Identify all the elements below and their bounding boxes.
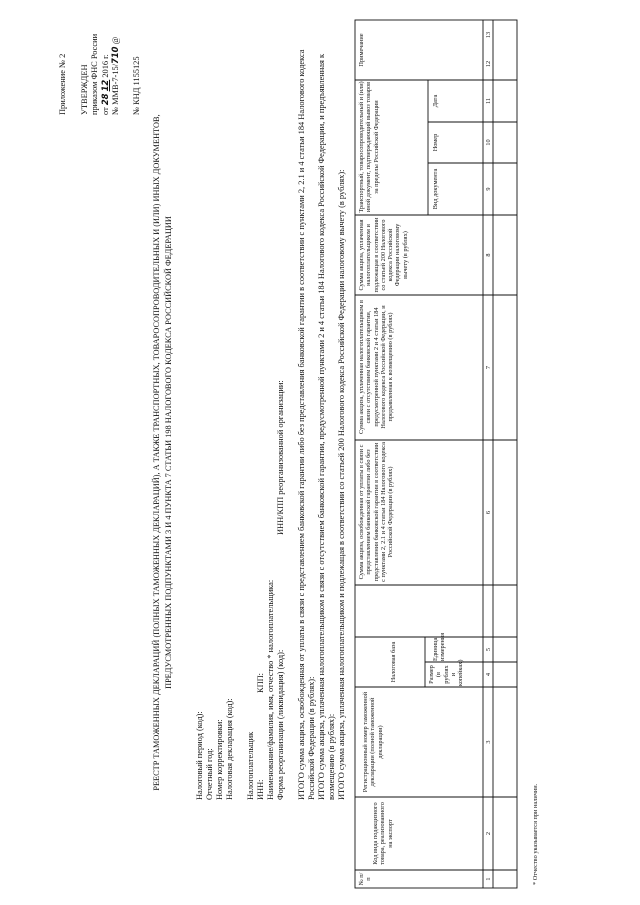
col-num-12: 12 [485, 60, 492, 68]
page-title: РЕЕСТР ТАМОЖЕННЫХ ДЕКЛАРАЦИЙ (ПОЛНЫХ ТАМОЖЕННЫХ ДЕКЛАРАЦИЙ), А ТАКЖЕ ТРАНСПОРТНЫХ, ТОВАРОСОПРОВОДИТЕЛЬНЫХ И (ИЛИ) ИНЫХ ДОКУМЕНТОВ, [152, 114, 161, 791]
date-month-handwritten: 12 [100, 79, 110, 92]
col-refund-amount-header: Сумма акциза, уплаченная налогоплательщиком в связи с отсутствием банковской гарантии, предусмотренной пунктами 2 и 4 статьи 184 Налогового кодекса Российской Федерации, и предъявленная к возмещению (в рублях) [358, 300, 395, 434]
col-num-6: 6 [485, 510, 492, 515]
col-num-11: 11 [485, 97, 492, 105]
col-num-2: 2 [485, 831, 492, 836]
report-year-field: Отчетный год: [205, 748, 214, 800]
transport-document-group-header: Транспортный, товаросопроводительный и (или) иной документ, подтверждающий вывоз товаров за пределы Российской Федерации [358, 81, 380, 213]
col-excise-code-header: Код вида подакцизного товара, реализованного на экспорт [372, 802, 394, 865]
approved-label: УТВЕРЖДЕН [80, 64, 89, 115]
col-size-header: Размер (в рублях и копейках) [428, 659, 465, 686]
col-doc-number-header: Номер [432, 133, 439, 152]
total-deduction-line: ИТОГО сумма акциза, уплаченная налогоплательщиком и подлежащая в соответствии со статьей 200 Налогового кодекса Российской Федерации налоговому вычету (в рублях): [337, 169, 346, 800]
appendix-label: Приложение № 2 [58, 53, 67, 115]
page-subtitle: ПРЕДУСМОТРЕННЫХ ПОДПУНКТАМИ 3 И 4 ПУНКТА 7 СТАТЬИ 198 НАЛОГОВОГО КОДЕКСА РОССИЙСКОЙ ФЕДЕРАЦИИ [164, 216, 173, 689]
total-exempt-line1: ИТОГО сумма акциза, освобожденная от уплаты в связи с представлением банковской гарантии либо без представления банковской гарантии в соответствии с пунктами 2, 2.1 и 4 статьи 184 Налогового кодекса [297, 49, 306, 800]
col-doc-type-header: Вид документа [432, 168, 439, 210]
date-day-handwritten: 28 [100, 93, 110, 106]
order-number: № ММВ-7-15/710 @ [110, 36, 120, 115]
col-unit-header: Единица измерения [432, 632, 447, 661]
col-num-13: 13 [485, 31, 492, 39]
tax-declaration-field: Налоговая декларация (код): [225, 698, 234, 800]
col-num-10: 10 [485, 139, 492, 146]
col-doc-date-header: Дата [432, 94, 439, 108]
inn-field: ИНН: [256, 779, 265, 800]
total-exempt-line2: Российской Федерации (в рублях): [307, 676, 316, 800]
correction-number-field: Номер корректировки: [215, 719, 224, 800]
total-refund-line2: возмещению (в рублях): [327, 713, 336, 800]
reorg-inn-kpp-field: ИНН/КПП реорганизованной организации: [276, 380, 285, 535]
col-number-header: № п/п [358, 872, 373, 886]
taxpayer-name-field: Наименование/фамилия, имя, отчество * налогоплательщика: [266, 579, 275, 800]
col-exempt-amount-header: Сумма акциза, освобожденная от уплаты в связи с представлением банковской гарантии либо без представления банковской гарантии в соответствии с пунктами 2, 2.1 и 4 статьи 184 Налогового кодекса Российской Федерации (в рублях) [358, 442, 395, 582]
col-num-7: 7 [485, 365, 492, 370]
order-line: приказом ФНС России [90, 33, 99, 115]
reorg-form-field: Форма реорганизации (ликвидация) (код): [276, 649, 285, 800]
tax-period-field: Налоговый период (код): [195, 711, 204, 800]
col-num-5: 5 [485, 647, 492, 652]
col-note-header: Примечание [358, 33, 365, 67]
tax-base-group-header: Налоговая база [390, 641, 397, 683]
col-customs-declaration-header: Регистрационный номер таможенной декларации (полной таможенной декларации) [362, 691, 384, 793]
col-num-9: 9 [485, 187, 492, 191]
taxpayer-label: Налогоплательщик [246, 731, 255, 800]
col-deduction-amount-header: Сумма акциза, уплаченная налогоплательщиком и подлежащая в соответствии со статьей 200 Налогового кодекса Российской Федерации налоговому вычету (в рублях) [358, 217, 409, 293]
order-date: от 28 12 2016 г. [100, 54, 110, 115]
number-handwritten: 710 [110, 46, 120, 64]
col-num-8: 8 [485, 253, 492, 257]
col-num-4: 4 [485, 672, 492, 677]
total-refund-line1: ИТОГО сумма акциза, уплаченная налогоплательщиком в связи с отсутствием банковской гарантии, предусмотренной пунктами 2 и 4 статьи 184 Налогового кодекса Российской Федерации, и предъявленная к [317, 53, 326, 800]
footnote: * Отчество указывается при наличии. [532, 783, 539, 885]
kpp-field: КПП: [256, 672, 265, 693]
knd-code: № КНД 1155125 [132, 56, 141, 115]
col-num-3: 3 [485, 740, 492, 744]
col-num-1: 1 [485, 877, 492, 881]
